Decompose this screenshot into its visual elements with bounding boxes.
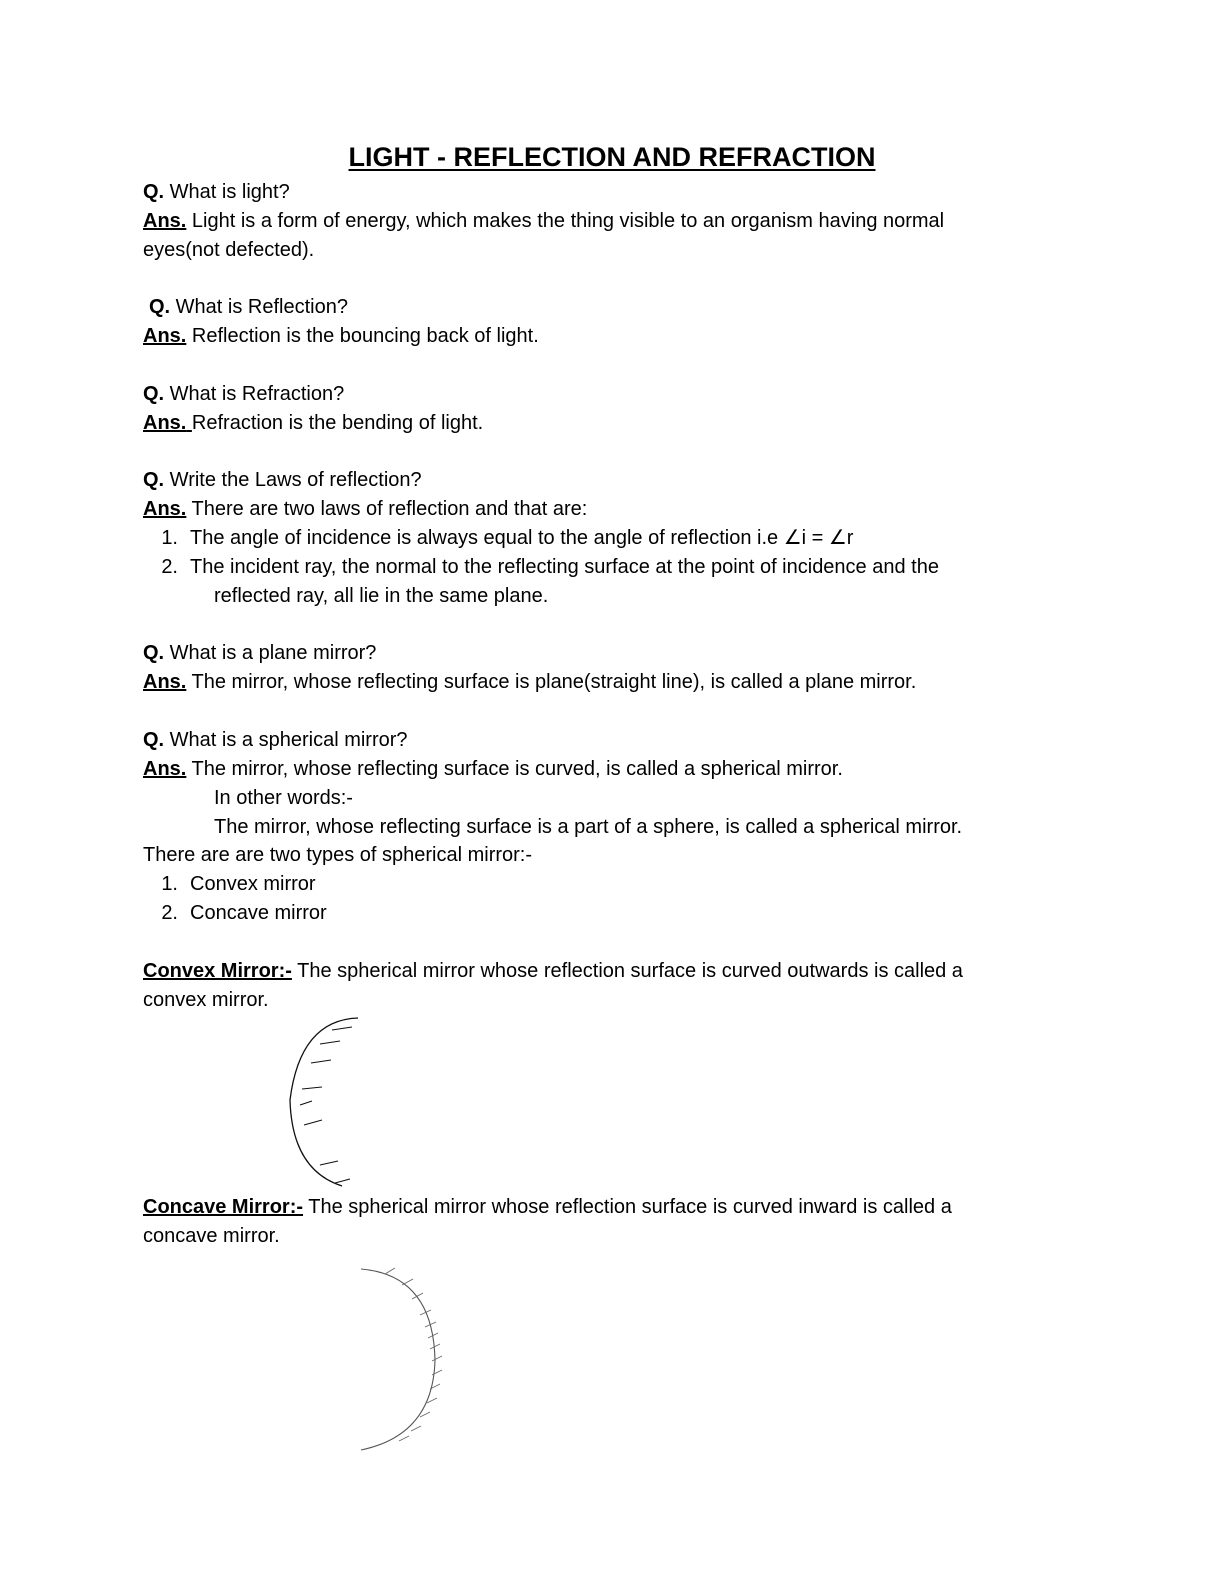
ans-label: Ans. xyxy=(143,671,187,693)
ans-label: Ans. xyxy=(143,412,187,434)
answer-6-indent-1: In other words:- xyxy=(214,787,353,809)
list-item: 2. The incident ray, the normal to the reflecting surface at the point of incidence and the xyxy=(161,556,939,578)
q-label: Q. xyxy=(143,181,165,203)
ans-label: Ans. xyxy=(143,758,187,780)
answer-6-indent-2: The mirror, whose reflecting surface is a part of a sphere, is called a spherical mirror. xyxy=(214,816,963,838)
answer-1-cont: eyes(not defected). xyxy=(143,239,315,261)
concave-definition: Concave Mirror:- The spherical mirror whose reflection surface is curved inward is called a xyxy=(143,1196,952,1218)
ans-label: Ans. xyxy=(143,498,187,520)
convex-label: Convex Mirror:- xyxy=(143,960,292,982)
q-label: Q. xyxy=(143,469,165,491)
question-5: Q. What is a plane mirror? xyxy=(143,642,377,664)
list-item: 1. Convex mirror xyxy=(161,873,316,895)
answer-6: Ans. The mirror, whose reflecting surface is curved, is called a spherical mirror. xyxy=(143,758,843,780)
list-item: 2. Concave mirror xyxy=(161,902,327,924)
list-item-cont: reflected ray, all lie in the same plane. xyxy=(214,585,549,607)
concave-label: Concave Mirror:- xyxy=(143,1196,304,1218)
page-title: LIGHT - REFLECTION AND REFRACTION xyxy=(348,142,876,172)
answer-4: Ans. There are two laws of reflection and that are: xyxy=(143,498,588,520)
question-2: Q. What is Reflection? xyxy=(149,296,348,318)
q-label: Q. xyxy=(143,642,165,664)
concave-mirror-diagram xyxy=(355,1265,455,1455)
ans-label: Ans. xyxy=(143,210,187,232)
convex-mirror-diagram xyxy=(280,1010,380,1190)
types-intro: There are are two types of spherical mirror:- xyxy=(143,844,533,866)
q-label: Q. xyxy=(149,296,171,318)
list-item: 1. The angle of incidence is always equal to the angle of reflection i.e ∠i = ∠r xyxy=(161,527,854,549)
question-3: Q. What is Refraction? xyxy=(143,383,345,405)
q-label: Q. xyxy=(143,729,165,751)
convex-definition-cont: convex mirror. xyxy=(143,989,269,1011)
question-1: Q. What is light? xyxy=(143,181,290,203)
answer-1: Ans. Light is a form of energy, which makes the thing visible to an organism having normal xyxy=(143,210,945,232)
concave-definition-cont: concave mirror. xyxy=(143,1225,280,1247)
answer-3: Ans. Refraction is the bending of light. xyxy=(143,412,484,434)
question-6: Q. What is a spherical mirror? xyxy=(143,729,408,751)
answer-2: Ans. Reflection is the bouncing back of light. xyxy=(143,325,539,347)
convex-definition: Convex Mirror:- The spherical mirror whose reflection surface is curved outwards is called a xyxy=(143,960,963,982)
q-label: Q. xyxy=(143,383,165,405)
question-4: Q. Write the Laws of reflection? xyxy=(143,469,422,491)
ans-label: Ans. xyxy=(143,325,187,347)
answer-5: Ans. The mirror, whose reflecting surface is plane(straight line), is called a plane mirror. xyxy=(143,671,917,693)
